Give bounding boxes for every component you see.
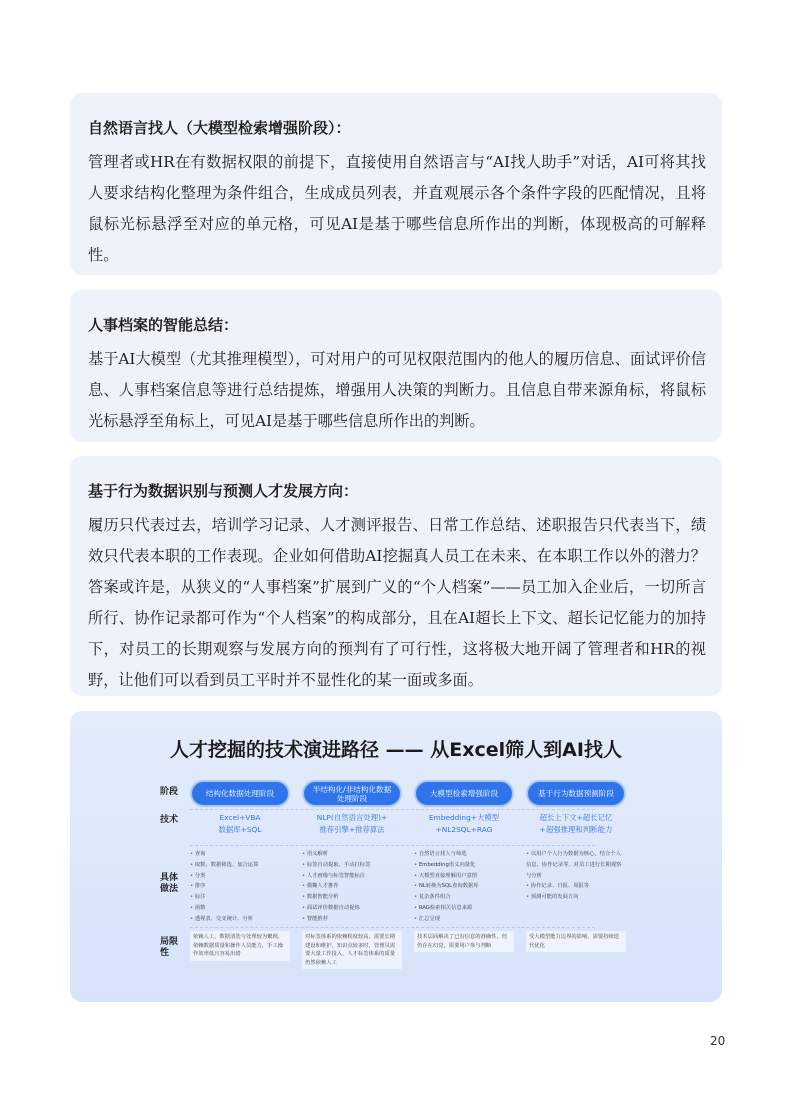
method-item: • 汇总呈现 bbox=[414, 914, 514, 925]
tech-line: Embedding+大模型 bbox=[428, 813, 500, 822]
tech-evolution-infographic bbox=[70, 711, 722, 1002]
stage-3-tech bbox=[414, 812, 514, 842]
stage-3-methods bbox=[414, 849, 514, 925]
infographic-title: 人才挖掘的技术演进路径 —— 从Excel筛人到AI找人 bbox=[170, 739, 622, 761]
divider bbox=[190, 927, 595, 928]
stage-3-limitation: 技术层面解决了已有信息的准确性，但仍存在幻觉，需要用户参与判断 bbox=[414, 931, 514, 952]
method-item: • 人才画像与标签智能标注 bbox=[302, 871, 402, 882]
section-behavior-prediction bbox=[70, 456, 722, 696]
section-body: 基于AI大模型（尤其推理模型），可对用户的可见权限范围内的他人的履历信息、面试评价信息、人事档案信息等进行总结提炼，增强用人决策的判断力。且信息自带来源角标，将鼠标光标悬浮至角标上，可见AI是基于哪些信息所作出的判断。 bbox=[88, 350, 706, 430]
section-heading: 基于行为数据识别与预测人才发展方向： bbox=[88, 482, 359, 500]
method-item: • 函数 bbox=[190, 903, 290, 914]
method-item: • 取数、数据筛选、加合运算 bbox=[190, 860, 290, 871]
method-item: • 协作记录、日报、周报等 bbox=[526, 881, 626, 892]
section-body: 管理者或HR在有数据权限的前提下，直接使用自然语言与“AI找人助手”对话，AI可将其找人要求结构化整理为条件组合，生成成员列表，并直观展示各个条件字段的匹配情况，且将鼠标光标悬浮至对应的单元格，可见AI是基于哪些信息所作出的判断，体现极高的可解释性。 bbox=[88, 153, 706, 264]
stage-pill-4: 基于行为数据预测阶段 bbox=[526, 780, 626, 807]
stage-1-methods bbox=[190, 849, 290, 925]
stage-1-limitation: 依赖人工，数据清洗与处理较为繁琐，依赖数据质量和操作人员能力，手工操作效率低且容易出错 bbox=[190, 931, 290, 961]
divider bbox=[190, 845, 595, 846]
row-label-limitation: 局限性 bbox=[160, 937, 179, 958]
divider bbox=[190, 809, 595, 810]
tech-line: 数据库+SQL bbox=[218, 825, 262, 834]
stage-pill-3: 大模型检索增强阶段 bbox=[414, 780, 514, 807]
section-body: 履历只代表过去，培训学习记录、人才测评报告、日常工作总结、述职报告只代表当下，绩效只代表本职的工作表现。企业如何借助AI挖掘真人员工在未来、在本职工作以外的潜力？答案或许是，从狭义的“人事档案”扩展到广义的“个人档案”——员工加入企业后，一切所言所行、协作记录都可作为“个人档案”的构成部分，且在AI超长上下文、超长记忆能力的加持下，对员工的长期观察与发展方向的预判有了可行性，这将极大地开阔了管理者和HR的视野，让他们可以看到员工平时并不显性化的某一面或多面。 bbox=[88, 516, 706, 689]
method-item: • 智能推荐 bbox=[302, 914, 402, 925]
method-item: • 标注 bbox=[190, 892, 290, 903]
tech-line: NLP(自然语言处理)+ bbox=[316, 813, 388, 822]
method-item: • 语义解析 bbox=[302, 849, 402, 860]
stage-pill-2: 半结构化/非结构化数据处理阶段 bbox=[302, 780, 402, 807]
stage-2-tech bbox=[302, 812, 402, 842]
tech-line: 推荐引擎+推荐算法 bbox=[319, 825, 385, 834]
method-item: • 标签自动提取、手动打标签 bbox=[302, 860, 402, 871]
stage-2-limitation: 对标签体系的依赖程度较高，需要长期建设和维护，知识点较多时，管理员需要大量工作投入，人才标签体系的质量仍然依赖人工 bbox=[302, 931, 402, 969]
method-item: • 分类 bbox=[190, 871, 290, 882]
method-item: • NL转换为SQL查询数据库 bbox=[414, 881, 514, 892]
stage-4-tech bbox=[526, 812, 626, 842]
section-heading: 自然语言找人（大模型检索增强阶段）： bbox=[88, 119, 351, 137]
method-item: • 查询 bbox=[190, 849, 290, 860]
tech-line: +NL2SQL+RAG bbox=[435, 825, 493, 834]
row-label-methods: 具体做法 bbox=[160, 873, 179, 894]
method-item: • 以用户个人行为数据为核心，结合个人信息、协作记录等，对员工进行长期观察与分析 bbox=[526, 849, 626, 881]
section-hr-summary bbox=[70, 290, 722, 442]
tech-line: 超长上下文+超长记忆 bbox=[539, 813, 613, 822]
stage-2-methods bbox=[302, 849, 402, 925]
stage-pill-1: 结构化数据处理阶段 bbox=[190, 780, 290, 807]
method-item: • 数据智能分析 bbox=[302, 892, 402, 903]
method-item: • 透视表、交叉统计、分析 bbox=[190, 914, 290, 925]
method-item: • 模糊人才推荐 bbox=[302, 881, 402, 892]
stage-4-limitation: 受大模型能力边界的影响，需要持续迭代优化 bbox=[526, 931, 626, 952]
method-item: • 排序 bbox=[190, 881, 290, 892]
method-item: • 预测可能的发展方向 bbox=[526, 892, 626, 903]
stage-4-methods bbox=[526, 849, 626, 903]
stage-1-tech bbox=[190, 812, 290, 842]
method-item: • RAG检索相关信息来源 bbox=[414, 903, 514, 914]
tech-line: +超强推理和判断能力 bbox=[539, 825, 613, 834]
method-item: • 大模型直接理解用户意图 bbox=[414, 871, 514, 882]
row-label-stage: 阶段 bbox=[160, 787, 179, 797]
method-item: • Embedding语义向量化 bbox=[414, 860, 514, 871]
tech-line: Excel+VBA bbox=[219, 813, 261, 822]
row-label-tech: 技术 bbox=[160, 815, 179, 825]
method-item: • 自然语言找人与筛选 bbox=[414, 849, 514, 860]
section-heading: 人事档案的智能总结： bbox=[88, 316, 239, 334]
method-item: • 复杂条件组合 bbox=[414, 892, 514, 903]
page-number: 20 bbox=[710, 1034, 726, 1048]
method-item: • 面试评价数据自动提炼 bbox=[302, 903, 402, 914]
section-nl-search bbox=[70, 93, 722, 275]
